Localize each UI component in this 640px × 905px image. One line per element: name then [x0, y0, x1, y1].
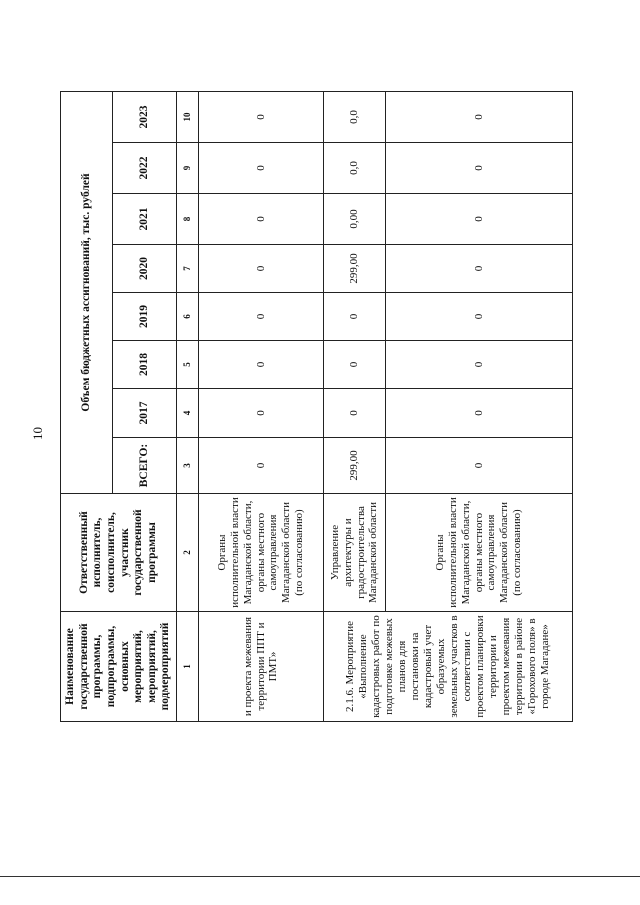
row-name: и проекта межевания территории ППТ и ПМТ» — [199, 612, 324, 722]
row-value: 0 — [199, 194, 324, 245]
column-number: 7 — [177, 245, 199, 293]
header-year: ВСЕГО: — [113, 438, 177, 494]
column-number: 10 — [177, 92, 199, 143]
row-value: 0 — [324, 341, 386, 389]
budget-table — [60, 91, 573, 722]
numbering-row — [177, 92, 199, 722]
row-value: 0 — [199, 143, 324, 194]
row-value: 0 — [199, 245, 324, 293]
row-executor: Органы исполнительной власти Магаданской области, органы местного самоуправления Магаданской области (по согласованию) — [386, 494, 573, 612]
column-number: 1 — [177, 612, 199, 722]
row-executor: Органы исполнительной власти Магаданской области, органы местного самоуправления Магаданской области (по согласованию) — [199, 494, 324, 612]
row-value: 0 — [199, 389, 324, 438]
row-value: 299,00 — [324, 245, 386, 293]
row-value: 0 — [199, 438, 324, 494]
row-value: 0 — [386, 245, 573, 293]
row-value: 0 — [199, 293, 324, 341]
header-year: 2020 — [113, 245, 177, 293]
header-executor: Ответственный исполнитель, соисполнитель, участник государственной программы — [61, 494, 177, 612]
row-value: 0 — [386, 293, 573, 341]
table-row — [199, 92, 324, 722]
header-row-1 — [61, 92, 113, 722]
row-value: 0 — [386, 92, 573, 143]
column-number: 3 — [177, 438, 199, 494]
column-number: 2 — [177, 494, 199, 612]
row-executor: Управление архитектуры и градостроительства Магаданской области — [324, 494, 386, 612]
row-value: 0,0 — [324, 143, 386, 194]
header-year: 2023 — [113, 92, 177, 143]
header-year: 2021 — [113, 194, 177, 245]
row-value: 0,0 — [324, 92, 386, 143]
column-number: 6 — [177, 293, 199, 341]
header-year: 2018 — [113, 341, 177, 389]
row-value: 0 — [386, 143, 573, 194]
row-name: 2.1.6. Мероприятие «Выполнение кадастровых работ по подготовке межевых планов для постановки на кадастровый учет образуемых земельных участков в соответствии с проектом планировки территории и проектом межевания территории в районе «Горохового поля» в городе Магадане» — [324, 612, 573, 722]
table-row — [324, 92, 386, 722]
row-value: 0 — [324, 293, 386, 341]
budget-table-rotated — [60, 92, 572, 722]
row-value: 0 — [199, 341, 324, 389]
page-number: 10 — [30, 427, 45, 440]
header-budget-group: Объем бюджетных ассигнований, тыс. рублей — [61, 92, 113, 494]
bottom-rule — [0, 876, 640, 877]
header-year: 2022 — [113, 143, 177, 194]
column-number: 5 — [177, 341, 199, 389]
row-value: 0 — [386, 194, 573, 245]
row-value: 0 — [199, 92, 324, 143]
header-year: 2019 — [113, 293, 177, 341]
column-number: 8 — [177, 194, 199, 245]
row-value: 0 — [386, 389, 573, 438]
row-value: 299,00 — [324, 438, 386, 494]
row-value: 0,00 — [324, 194, 386, 245]
row-value: 0 — [386, 341, 573, 389]
row-value: 0 — [324, 389, 386, 438]
column-number: 4 — [177, 389, 199, 438]
header-name: Наименование государственной программы, подпрограммы, основных мероприятий, мероприятий, подмероприятий — [61, 612, 177, 722]
column-number: 9 — [177, 143, 199, 194]
row-value: 0 — [386, 438, 573, 494]
header-year: 2017 — [113, 389, 177, 438]
